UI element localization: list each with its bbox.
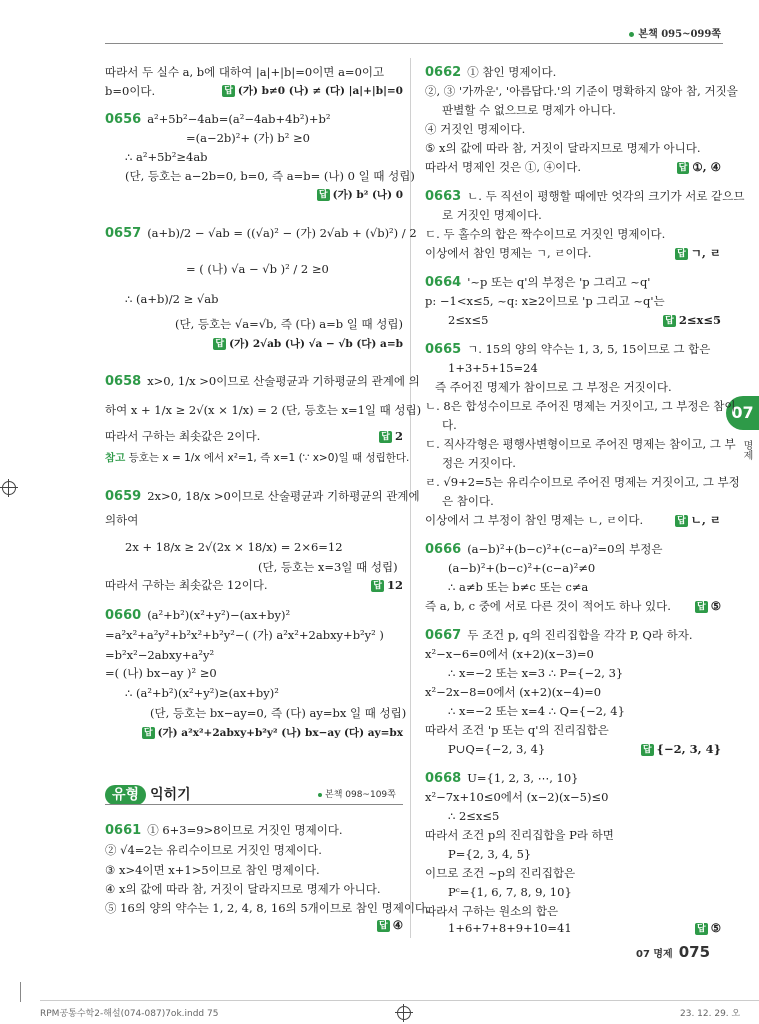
registration-mark-icon	[2, 481, 16, 495]
solution-line: 은 참이다.	[442, 494, 494, 508]
solution-line: (단, 등호는 bx−ay=0, 즉 (다) ay=bx 일 때 성립)	[150, 706, 407, 720]
page-reference: 본책 095~099쪽	[629, 25, 721, 40]
solution-line: ③ x>4이면 x+1>5이므로 참인 명제이다.	[105, 863, 320, 877]
answer-line: 답 (가) a²x²+2abxy+b²y² (나) bx−ay (다) ay=bx	[143, 727, 403, 739]
answer-line: 답 ㄱ, ㄹ	[677, 246, 721, 260]
solution-line: 정은 거짓이다.	[442, 456, 516, 470]
solution-line: 이므로 조건 ~p의 진리집합은	[425, 866, 576, 880]
problem-0667: 0667 두 조건 p, q의 진리집합을 각각 P, Q라 하자.	[425, 628, 693, 643]
answer-line: 답 (가) b² (나) 0	[318, 189, 403, 201]
solution-line: P∪Q={−2, 3, 4}	[448, 742, 546, 756]
header-rule	[105, 43, 723, 44]
solution-line: 로 거짓인 명제이다.	[442, 208, 542, 222]
solution-line: ∴ (a²+b²)(x²+y²)≥(ax+by)²	[125, 686, 279, 700]
answer-line: 답 2	[381, 429, 403, 443]
chapter-tab: 07	[726, 396, 759, 430]
slug-filename: RPM공통수학2-해설(074-087)7ok.indd 75	[40, 1009, 219, 1019]
solution-line: 따라서 구하는 원소의 합은	[425, 904, 559, 918]
solution-line: P={2, 3, 4, 5}	[448, 847, 532, 861]
solution-line: 따라서 구하는 최솟값은 2이다.	[105, 429, 261, 443]
problem-0661: 0661 ① 6+3=9>8이므로 거짓인 명제이다.	[105, 823, 343, 838]
chapter-tab-label: 명제	[741, 440, 752, 460]
solution-line: 의하여	[105, 513, 139, 527]
solution-line: ② √4=2는 유리수이므로 거짓인 명제이다.	[105, 843, 322, 857]
page-footer: 07 명제 075	[636, 943, 711, 961]
solution-line: 즉 주어진 명제가 참이므로 그 부정은 거짓이다.	[435, 380, 672, 394]
solution-line: 따라서 조건 'p 또는 q'의 진리집합은	[425, 723, 609, 737]
problem-0663: 0663 ㄴ. 두 직선이 평행할 때에만 엇각의 크기가 서로 같으므	[425, 189, 745, 204]
solution-line: 즉 a, b, c 중에 서로 다른 것이 적어도 하나 있다.	[425, 599, 671, 613]
solution-line: 이상에서 참인 명제는 ㄱ, ㄹ이다.	[425, 246, 592, 260]
solution-line: 하여 x + 1/x ≥ 2√(x × 1/x) = 2 (단, 등호는 x=1일 때 성립)	[105, 403, 422, 417]
solution-line: 2x + 18/x ≥ 2√(2x × 18/x) = 2×6=12	[125, 540, 343, 554]
answer-line: 답 ⑤	[696, 599, 721, 613]
slug-rule	[40, 1000, 759, 1001]
solution-line: =a²x²+a²y²+b²x²+b²y²−( (가) a²x²+2abxy+b²y² )	[105, 628, 384, 642]
solution-line: ⑤ x의 값에 따라 참, 거짓이 달라지므로 명제가 아니다.	[425, 141, 701, 155]
solution-line: 1+6+7+8+9+10=41	[448, 921, 572, 935]
solution-line: ∴ a≠b 또는 b≠c 또는 c≠a	[448, 580, 589, 594]
intro-line: 따라서 두 실수 a, b에 대하여 |a|+|b|=0이면 a=0이고	[105, 65, 385, 79]
solution-line: (단, 등호는 a−2b=0, b=0, 즉 a=b= (나) 0 일 때 성립)	[125, 169, 415, 183]
problem-0662: 0662 ① 참인 명제이다.	[425, 65, 557, 80]
registration-mark-icon	[397, 1006, 411, 1020]
solution-line: 따라서 조건 p의 진리집합을 P라 하면	[425, 828, 614, 842]
problem-0664: 0664 '~p 또는 q'의 부정은 'p 그리고 ~q'	[425, 275, 651, 290]
slug-date: 23. 12. 29. 오	[680, 1009, 741, 1019]
problem-0666: 0666 (a−b)²+(b−c)²+(c−a)²=0의 부정은	[425, 542, 663, 557]
answer-line: 답 {−2, 3, 4}	[642, 742, 721, 756]
solution-line: ②, ③ '가까운', '아름답다.'의 기준이 명확하지 않아 참, 거짓을	[425, 84, 738, 98]
solution-line: ㄴ. 8은 합성수이므로 주어진 명제는 거짓이고, 그 부정은 참이	[425, 399, 736, 413]
problem-0665: 0665 ㄱ. 15의 양의 약수는 1, 3, 5, 15이므로 그 합은	[425, 342, 711, 357]
answer-line: 답 ④	[378, 918, 403, 932]
solution-line: ④ 거짓인 명제이다.	[425, 122, 526, 136]
problem-0658: 0658 x>0, 1/x >0이므로 산술평균과 기하평균의 관계에 의	[105, 374, 420, 389]
solution-line: 판별할 수 없으므로 명제가 아니다.	[442, 103, 616, 117]
bullet-icon	[318, 793, 322, 797]
solution-line: ∴ 2≤x≤5	[448, 809, 500, 823]
solution-line: ∴ a²+5b²≥4ab	[125, 150, 208, 164]
solution-line: x²−x−6=0에서 (x+2)(x−3)=0	[425, 647, 594, 661]
solution-line: x²−7x+10≤0에서 (x−2)(x−5)≤0	[425, 790, 609, 804]
solution-line: 따라서 구하는 최솟값은 12이다.	[105, 578, 268, 592]
solution-line: (단, 등호는 x=3일 때 성립)	[258, 560, 398, 574]
solution-line: =( (나) bx−ay )² ≥0	[105, 666, 217, 680]
answer-line: 답 (가) b≠0 (나) ≠ (다) |a|+|b|=0	[224, 85, 403, 97]
answer-line: 답 2≤x≤5	[665, 313, 721, 327]
solution-line: Pᶜ={1, 6, 7, 8, 9, 10}	[448, 885, 572, 899]
bullet-icon	[629, 32, 634, 37]
solution-line: ∴ x=−2 또는 x=3 ∴ P={−2, 3}	[448, 666, 624, 680]
solution-line: 2≤x≤5	[448, 313, 489, 327]
solution-line: ∴ (a+b)/2 ≥ √ab	[125, 292, 219, 306]
solution-line: x²−2x−8=0에서 (x+2)(x−4)=0	[425, 685, 602, 699]
solution-line: =b²x²−2abxy+a²y²	[105, 648, 215, 662]
solution-line: =(a−2b)²+ (가) b² ≥0	[186, 131, 310, 145]
problem-0656: 0656 a²+5b²−4ab=(a²−4ab+4b²)+b²	[105, 112, 331, 127]
note: 참고 등호는 x = 1/x 에서 x²=1, 즉 x=1 (∵ x>0)일 때 성립한다.	[105, 452, 410, 464]
solution-line: ⑤ 16의 양의 약수는 1, 2, 4, 8, 16의 5개이므로 참인 명제이다.	[105, 901, 430, 915]
solution-line: (a−b)²+(b−c)²+(c−a)²≠0	[448, 561, 596, 575]
solution-line: ∴ x=−2 또는 x=4 ∴ Q={−2, 4}	[448, 704, 625, 718]
solution-line: 이상에서 그 부정이 참인 명제는 ㄴ, ㄹ이다.	[425, 513, 644, 527]
solution-line: ㄷ. 두 홀수의 합은 짝수이므로 거짓인 명제이다.	[425, 227, 666, 241]
crop-mark	[20, 982, 21, 1002]
answer-line: 답 ①, ④	[678, 160, 721, 174]
solution-line: (단, 등호는 √a=√b, 즉 (다) a=b 일 때 성립)	[175, 317, 403, 331]
solution-line: ㄷ. 직사각형은 평행사변형이므로 주어진 명제는 참이고, 그 부	[425, 437, 736, 451]
answer-line: 답 ⑤	[696, 921, 721, 935]
problem-0668: 0668 U={1, 2, 3, ⋯, 10}	[425, 771, 579, 786]
solution-line: 1+3+5+15=24	[448, 361, 538, 375]
solution-line: 다.	[442, 418, 457, 432]
problem-0660: 0660 (a²+b²)(x²+y²)−(ax+by)²	[105, 608, 291, 623]
solution-line: = ( (나) √a − √b )² / 2 ≥0	[186, 262, 329, 276]
solution-line: ④ x의 값에 따라 참, 거짓이 달라지므로 명제가 아니다.	[105, 882, 381, 896]
answer-line: 답 (가) 2√ab (나) √a − √b (다) a=b	[215, 338, 403, 350]
solution-line: 따라서 명제인 것은 ①, ④이다.	[425, 160, 582, 174]
intro-line: b=0이다.	[105, 84, 156, 98]
problem-0657: 0657 (a+b)/2 − √ab = ((√a)² − (가) 2√ab + (√b)²) / 2	[105, 226, 417, 241]
problem-0659: 0659 2x>0, 18/x >0이므로 산술평균과 기하평균의 관계에	[105, 489, 420, 504]
answer-line: 답 ㄴ, ㄹ	[677, 513, 721, 527]
section-reference: 본책 098~109쪽	[318, 787, 396, 800]
answer-line: 답 12	[373, 578, 403, 592]
solution-line: p: −1<x≤5, ~q: x≥2이므로 'p 그리고 ~q'는	[425, 294, 665, 308]
solution-line: ㄹ. √9+2=5는 유리수이므로 주어진 명제는 거짓이고, 그 부정	[425, 475, 740, 489]
section-heading: 유형 익히기	[105, 784, 191, 804]
section-rule	[105, 804, 403, 805]
